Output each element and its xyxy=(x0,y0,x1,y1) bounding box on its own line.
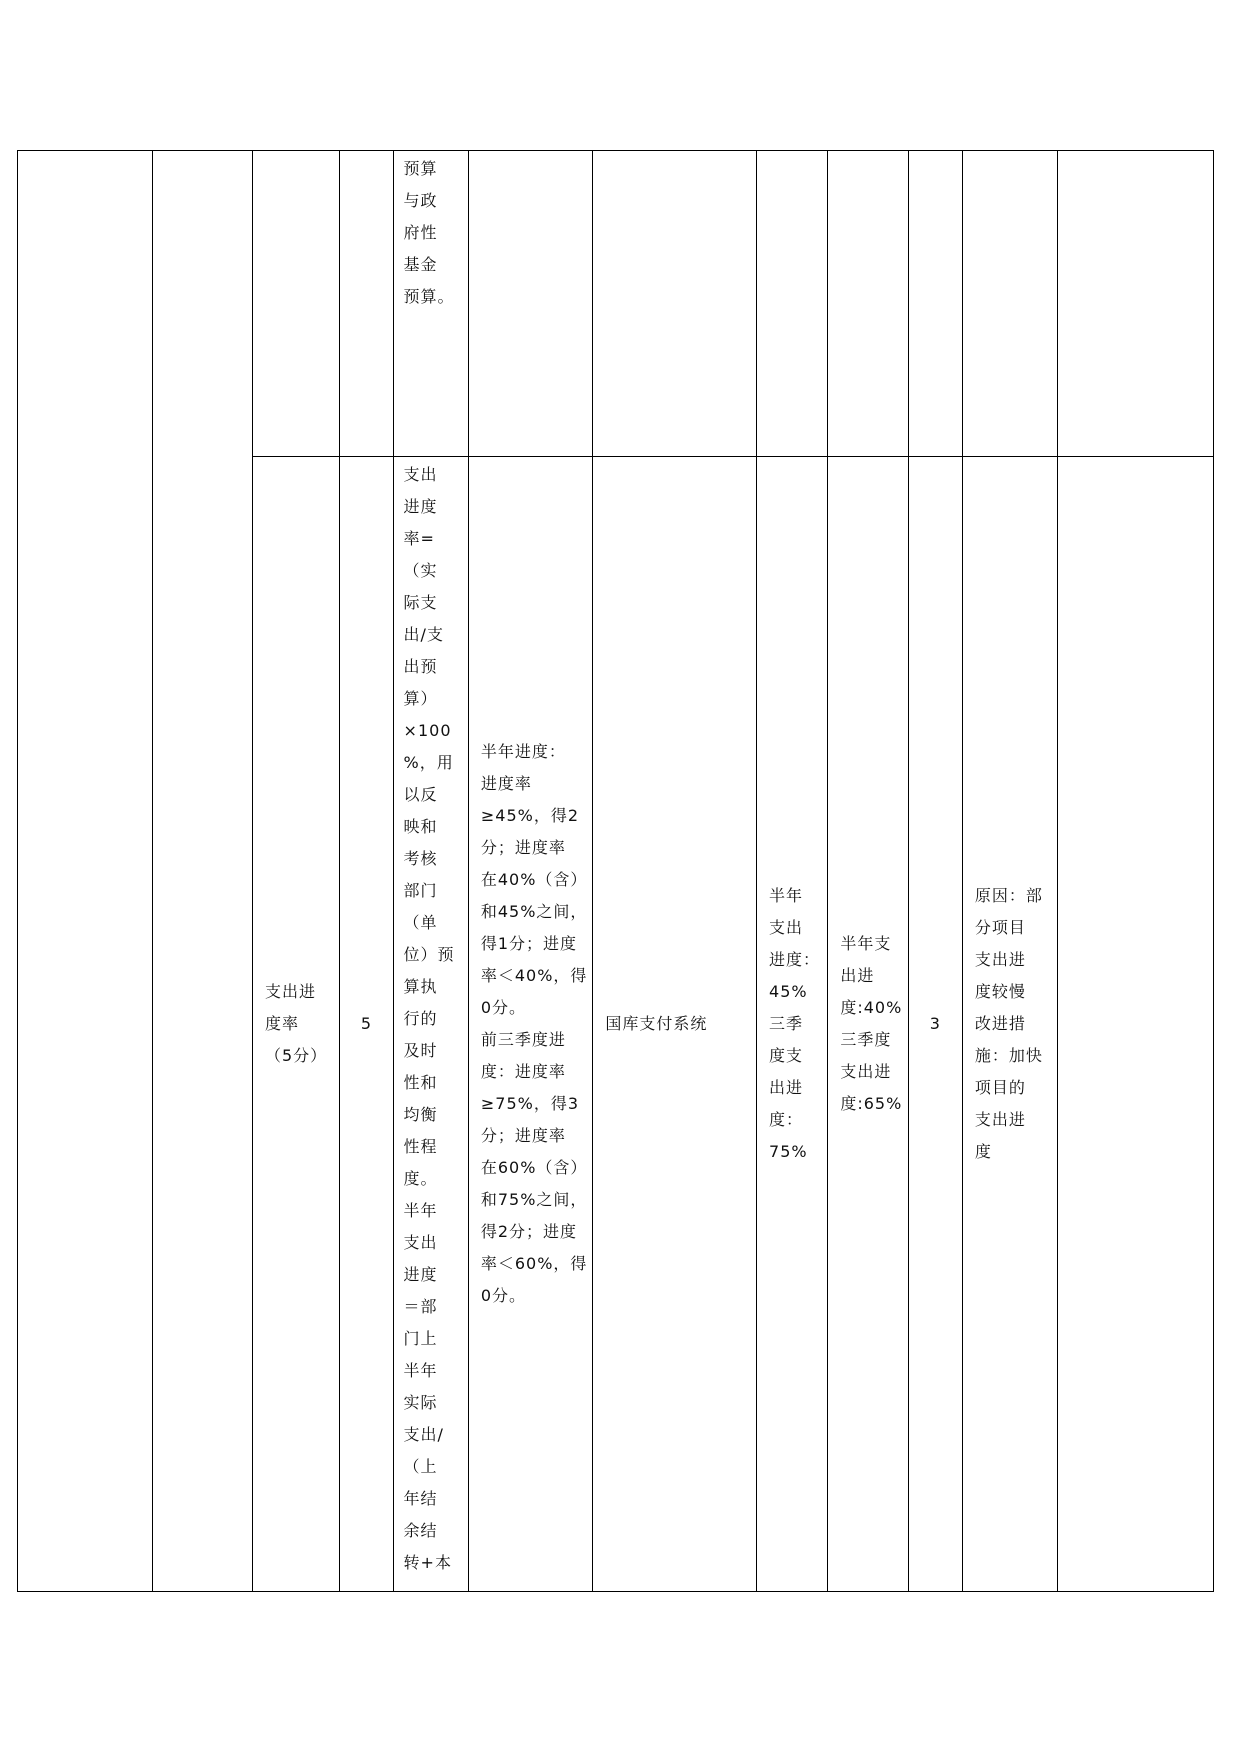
text-line: 均衡 xyxy=(403,1105,438,1124)
scoring-standard-cell xyxy=(468,151,593,457)
text-line: 门上 xyxy=(403,1329,438,1348)
text-line: 府性 xyxy=(403,223,438,242)
text-line: 得2分；进度 xyxy=(480,1222,578,1241)
reason-text xyxy=(975,880,1047,1168)
score-cell xyxy=(908,457,962,1592)
text-line: （实 xyxy=(403,561,438,580)
text-line: 算执 xyxy=(403,977,438,996)
text-line: %，用 xyxy=(403,753,454,772)
text-line: 三季 xyxy=(769,1014,804,1033)
table-row xyxy=(18,151,1214,457)
performance-evaluation-table xyxy=(17,150,1214,1592)
text-line: 分项目 xyxy=(974,918,1026,937)
text-line: 三季度 xyxy=(840,1030,892,1049)
text-line: 位）预 xyxy=(403,945,455,964)
text-line: 支出进 xyxy=(974,950,1026,969)
text-line: 半年进度： xyxy=(480,742,566,761)
text-line: （单 xyxy=(403,913,438,932)
text-line: 半年 xyxy=(769,886,804,905)
text-line: 以反 xyxy=(403,785,438,804)
text-line: 0分。 xyxy=(480,1286,527,1305)
text-line: 出预 xyxy=(403,657,438,676)
text-line: 支出进 xyxy=(264,982,316,1001)
formula-text xyxy=(404,153,460,313)
text-line: 度：进度率 xyxy=(480,1062,566,1081)
text-line: 支出 xyxy=(403,465,438,484)
text-line: 预算 xyxy=(403,159,438,178)
scoring-standard-cell xyxy=(468,457,593,1592)
text-line: ×100 xyxy=(403,721,452,740)
weight-value: 5 xyxy=(360,1014,373,1033)
text-line: 半年支 xyxy=(840,934,892,953)
text-line: 支出 xyxy=(769,918,804,937)
text-line: 度： xyxy=(769,1110,804,1129)
reason-cell xyxy=(962,457,1057,1592)
target-value-text xyxy=(769,880,821,1168)
text-line: 实际 xyxy=(403,1393,438,1412)
text-line: 度支 xyxy=(769,1046,804,1065)
data-source-cell xyxy=(593,457,757,1592)
text-line: 度:40% xyxy=(840,998,903,1017)
text-line: 支出进 xyxy=(840,1062,892,1081)
scoring-standard-text xyxy=(480,736,588,1312)
text-line: 考核 xyxy=(403,849,438,868)
score-value: 3 xyxy=(929,1014,941,1033)
level2-indicator-cell xyxy=(152,151,252,1592)
text-line: 性和 xyxy=(403,1073,438,1092)
indicator-formula-cell xyxy=(393,457,468,1592)
text-line: 率= xyxy=(403,529,435,548)
text-line: 支出进 xyxy=(974,1110,1026,1129)
text-line: 映和 xyxy=(403,817,438,836)
text-line: 出/支 xyxy=(403,625,444,644)
text-line: 75% xyxy=(769,1142,808,1161)
text-line: 与政 xyxy=(403,191,438,210)
level1-indicator-cell xyxy=(18,151,153,1592)
actual-value-cell xyxy=(828,151,908,457)
text-line: 进度 xyxy=(403,497,438,516)
target-value-cell xyxy=(757,457,828,1592)
text-line: 0分。 xyxy=(480,998,527,1017)
text-line: ≥75%，得3 xyxy=(480,1094,580,1113)
text-line: 出进 xyxy=(769,1078,804,1097)
text-line: 分；进度率 xyxy=(480,1126,566,1145)
text-line: ≥45%，得2 xyxy=(480,806,580,825)
text-line: 前三季度进 xyxy=(480,1030,566,1049)
text-line: 在40%（含） xyxy=(480,870,588,889)
text-line: 施：加快 xyxy=(974,1046,1043,1065)
text-line: 进度 xyxy=(403,1265,438,1284)
indicator-name xyxy=(265,976,329,1072)
text-line: 度率 xyxy=(264,1014,299,1033)
text-line: 45% xyxy=(769,982,808,1001)
text-line: 算） xyxy=(403,689,438,708)
formula-text xyxy=(404,459,460,1579)
data-source-cell xyxy=(593,151,757,457)
evaluation-table-page xyxy=(17,150,1214,1591)
text-line: 半年 xyxy=(403,1201,438,1220)
text-line: 际支 xyxy=(403,593,438,612)
text-line: 行的 xyxy=(403,1009,438,1028)
target-value-cell xyxy=(757,151,828,457)
text-line: 度:65% xyxy=(840,1094,903,1113)
text-line: （5分） xyxy=(264,1046,328,1065)
text-line: 率＜40%，得 xyxy=(480,966,588,985)
text-line: 和75%之间， xyxy=(480,1190,588,1209)
text-line: 进度率 xyxy=(480,774,532,793)
reason-cell xyxy=(962,151,1057,457)
text-line: 在60%（含） xyxy=(480,1158,588,1177)
level3-indicator-cell xyxy=(252,457,339,1592)
text-line: 支出 xyxy=(403,1233,438,1252)
text-line: 支出/ xyxy=(403,1425,444,1444)
remark-cell xyxy=(1058,457,1214,1592)
text-line: 率＜60%，得 xyxy=(480,1254,588,1273)
text-line: 转+本 xyxy=(403,1553,452,1572)
text-line: 改进措 xyxy=(974,1014,1026,1033)
text-line: 基金 xyxy=(403,255,438,274)
text-line: 原因：部 xyxy=(974,886,1043,905)
text-line: 半年 xyxy=(403,1361,438,1380)
text-line: 部门 xyxy=(403,881,438,900)
level3-indicator-cell xyxy=(252,151,339,457)
text-line: 得1分；进度 xyxy=(480,934,578,953)
indicator-formula-cell xyxy=(393,151,468,457)
text-line: 出进 xyxy=(840,966,875,985)
actual-value-cell xyxy=(828,457,908,1592)
text-line: 项目的 xyxy=(974,1078,1026,1097)
text-line: ＝部 xyxy=(403,1297,438,1316)
text-line: 余结 xyxy=(403,1521,438,1540)
text-line: 分；进度率 xyxy=(480,838,566,857)
actual-value-text xyxy=(840,928,903,1120)
text-line: 预算。 xyxy=(403,287,455,306)
text-line: 度。 xyxy=(403,1169,438,1188)
text-line: 度较慢 xyxy=(974,982,1026,1001)
data-source-text: 国库支付系统 xyxy=(605,1014,708,1033)
weight-cell xyxy=(340,151,393,457)
text-line: 度 xyxy=(974,1142,992,1161)
text-line: 和45%之间， xyxy=(480,902,588,921)
text-line: 进度： xyxy=(769,950,821,969)
text-line: 性程 xyxy=(403,1137,438,1156)
remark-cell xyxy=(1058,151,1214,457)
text-line: 年结 xyxy=(403,1489,438,1508)
text-line: 及时 xyxy=(403,1041,438,1060)
text-line: （上 xyxy=(403,1457,438,1476)
score-cell xyxy=(908,151,962,457)
weight-cell xyxy=(340,457,393,1592)
